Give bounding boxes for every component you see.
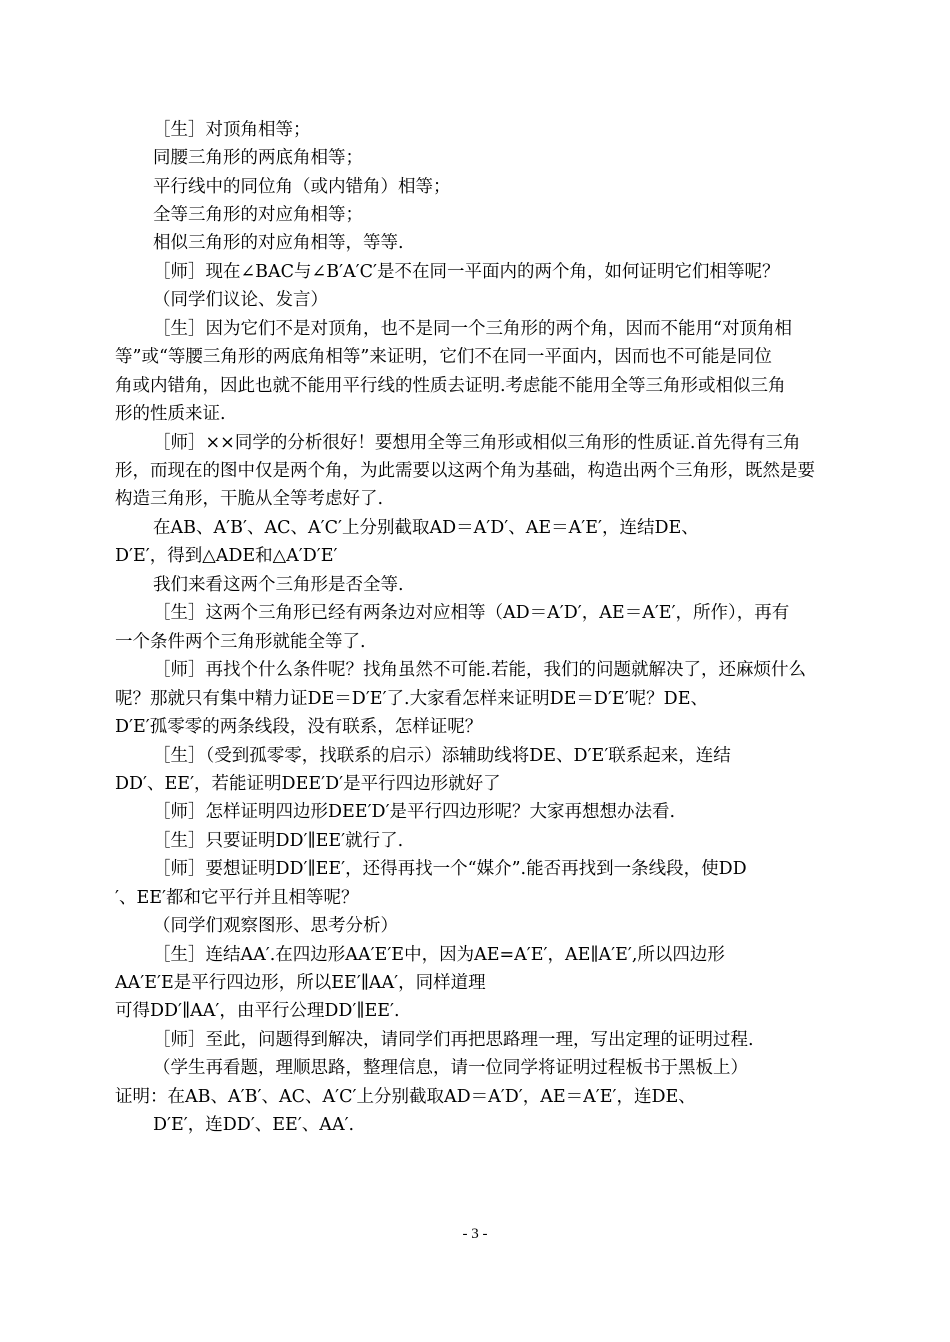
text-line: （同学们观察图形、思考分析） bbox=[153, 916, 398, 936]
text-line: ［师］要想证明DD′∥EE′，还得再找一个“媒介”.能否再找到一条线段，使DD bbox=[153, 859, 747, 879]
text-line: 呢？那就只有集中精力证DE＝D′E′了.大家看怎样来证明DE＝D′E′呢？DE、 bbox=[115, 689, 708, 709]
text-line: ［生］这两个三角形已经有两条边对应相等（AD＝A′D′，AE＝A′E′，所作），再有 bbox=[153, 603, 790, 623]
text-line: 等”或“等腰三角形的两底角相等”来证明，它们不在同一平面内，因而也不可能是同位 bbox=[115, 347, 772, 367]
text-line: ［师］××同学的分析很好！要想用全等三角形或相似三角形的性质证.首先得有三角 bbox=[153, 433, 801, 453]
text-line: ［生］（受到孤零零，找联系的启示）添辅助线将DE、D′E′联系起来，连结 bbox=[153, 746, 731, 766]
text-line: 可得DD′∥AA′，由平行公理DD′∥EE′. bbox=[115, 1001, 400, 1021]
text-line: （学生再看题，理顺思路，整理信息，请一位同学将证明过程板书于黑板上） bbox=[153, 1058, 748, 1078]
text-line: ［师］怎样证明四边形DEE′D′是平行四边形呢？大家再想想办法看. bbox=[153, 802, 676, 822]
text-line: ［生］因为它们不是对顶角，也不是同一个三角形的两个角，因而不能用“对顶角相 bbox=[153, 319, 792, 339]
text-line: AA′E′E是平行四边形，所以EE′∥AA′，同样道理 bbox=[115, 973, 486, 993]
text-line: 形，而现在的图中仅是两个角，为此需要以这两个角为基础，构造出两个三角形，既然是要 bbox=[115, 461, 815, 481]
text-line: ［师］现在∠BAC与∠B′A′C′是不在同一平面内的两个角，如何证明它们相等呢？ bbox=[153, 262, 780, 282]
text-line: ［师］再找个什么条件呢？找角虽然不可能.若能，我们的问题就解决了，还麻烦什么 bbox=[153, 660, 807, 680]
text-line: 形的性质来证. bbox=[115, 404, 226, 424]
text-line: 我们来看这两个三角形是否全等. bbox=[153, 575, 404, 595]
text-line: D′E′，连DD′、EE′、AA′. bbox=[153, 1115, 355, 1135]
text-line: D′E′，得到△ADE和△A′D′E′ bbox=[115, 546, 338, 566]
text-line: D′E′孤零零的两条线段，没有联系，怎样证呢？ bbox=[115, 717, 483, 737]
text-line: 在AB、A′B′、AC、A′C′上分别截取AD＝A′D′、AE＝A′E′，连结DE、 bbox=[153, 518, 699, 538]
text-line: 一个条件两个三角形就能全等了. bbox=[115, 632, 366, 652]
text-line: 相似三角形的对应角相等，等等. bbox=[153, 233, 404, 253]
text-line: ［师］至此，问题得到解决，请同学们再把思路理一理，写出定理的证明过程. bbox=[153, 1030, 754, 1050]
text-line: DD′、EE′，若能证明DEE′D′是平行四边形就好了 bbox=[115, 774, 501, 794]
text-line: 全等三角形的对应角相等； bbox=[153, 205, 363, 225]
text-line: ［生］只要证明DD′∥EE′就行了. bbox=[153, 831, 404, 851]
text-line: 证明：在AB、A′B′、AC、A′C′上分别截取AD＝A′D′，AE＝A′E′，连DE、 bbox=[115, 1087, 696, 1107]
text-line: ［生］对顶角相等； bbox=[153, 120, 311, 140]
text-line: 角或内错角，因此也就不能用平行线的性质去证明.考虑能不能用全等三角形或相似三角 bbox=[115, 376, 786, 396]
page-number: - 3 - bbox=[462, 1226, 488, 1242]
text-line: 构造三角形，干脆从全等考虑好了. bbox=[115, 489, 384, 509]
text-line: ［生］连结AA′.在四边形AA′E′E中，因为AE=A′E′，AE∥A′E′,所以四边形 bbox=[153, 945, 725, 965]
text-line: （同学们议论、发言） bbox=[153, 290, 328, 310]
text-line: 平行线中的同位角（或内错角）相等； bbox=[153, 177, 451, 197]
text-line: ′、EE′都和它平行并且相等呢？ bbox=[115, 888, 359, 908]
text-line: 同腰三角形的两底角相等； bbox=[153, 148, 363, 168]
